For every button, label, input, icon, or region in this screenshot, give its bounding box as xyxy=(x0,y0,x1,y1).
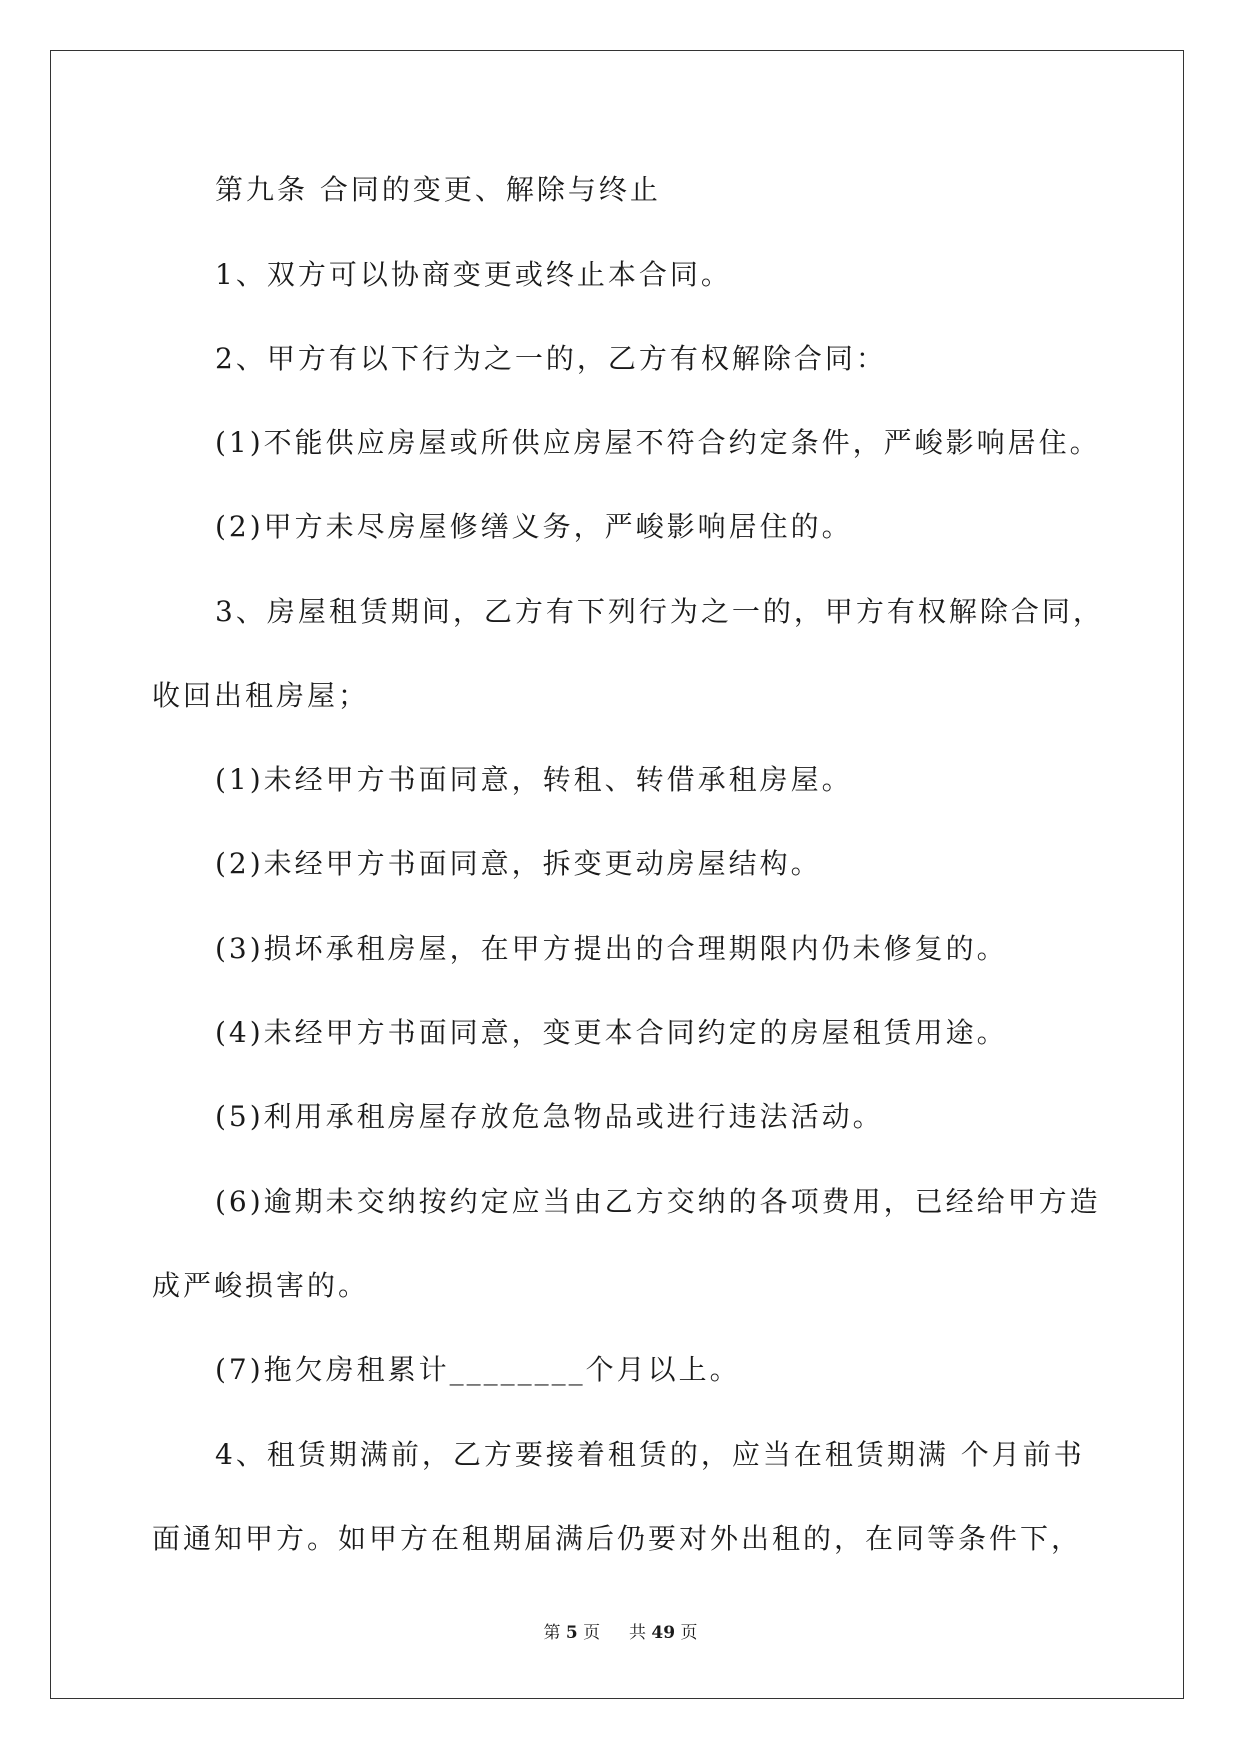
paragraph-line: 面通知甲方。如甲方在租期届满后仍要对外出租的，在同等条件下， xyxy=(152,1522,1083,1555)
paragraph-line: 3、房屋租赁期间，乙方有下列行为之一的，甲方有权解除合同， xyxy=(215,595,1104,628)
paragraph-line: 成严峻损害的。 xyxy=(152,1269,370,1302)
paragraph-line: (4)未经甲方书面同意，变更本合同约定的房屋租赁用途。 xyxy=(215,1016,1008,1049)
paragraph-line: (2)甲方未尽房屋修缮义务，严峻影响居住的。 xyxy=(215,510,853,543)
paragraph-line: (1)不能供应房屋或所供应房屋不符合约定条件，严峻影响居住。 xyxy=(215,426,1101,459)
total-pages-number: 49 xyxy=(651,1623,676,1643)
paragraph-line: (2)未经甲方书面同意，拆变更动房屋结构。 xyxy=(215,847,822,880)
footer-total-suffix: 页 xyxy=(680,1623,698,1643)
paragraph-line: 收回出租房屋； xyxy=(152,679,370,712)
paragraph-line: (1)未经甲方书面同意，转租、转借承租房屋。 xyxy=(215,763,853,796)
page-footer xyxy=(0,1618,1241,1643)
footer-total-prefix: 共 xyxy=(628,1623,646,1643)
current-page-number: 5 xyxy=(565,1623,578,1643)
paragraph-line: (3)损坏承租房屋，在甲方提出的合理期限内仍未修复的。 xyxy=(215,932,1008,965)
paragraph-line: (5)利用承租房屋存放危急物品或进行违法活动。 xyxy=(215,1100,884,1133)
paragraph-line: (6)逾期未交纳按约定应当由乙方交纳的各项费用，已经给甲方造 xyxy=(215,1185,1101,1218)
paragraph-line: 2、甲方有以下行为之一的，乙方有权解除合同： xyxy=(215,342,887,375)
article-heading: 第九条 合同的变更、解除与终止 xyxy=(215,173,661,206)
footer-page-word: 页 xyxy=(583,1623,601,1643)
paragraph-line: 1、双方可以协商变更或终止本合同。 xyxy=(215,258,732,291)
footer-prefix: 第 xyxy=(543,1623,561,1643)
paragraph-line: (7)拖欠房租累计________个月以上。 xyxy=(215,1353,741,1386)
paragraph-line: 4、租赁期满前，乙方要接着租赁的，应当在租赁期满 个月前书 xyxy=(215,1438,1085,1471)
